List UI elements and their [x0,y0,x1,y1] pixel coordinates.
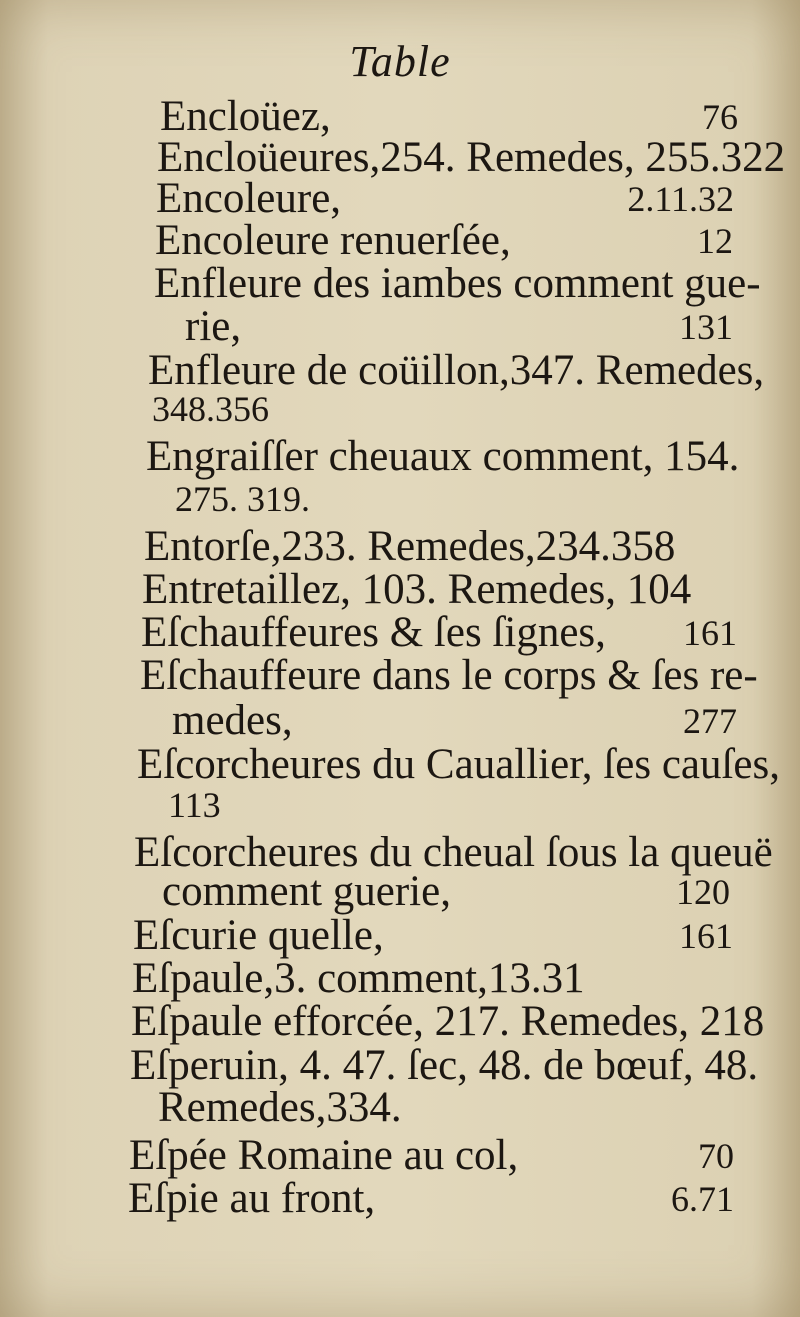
index-entry [168,780,368,830]
entry-text: Eſperuin, 4. 47. ſec, 48. de bœuf, 48. [130,1042,759,1089]
entry-text: Eſchauffeure dans le corps & ſes re- [140,652,758,699]
entry-text: Eſchauffeures & ſes ſignes, [141,609,606,656]
entry-text: Eſcurie quelle, [133,912,384,959]
entry-text: 348.356 [152,389,269,429]
entry-text: comment guerie, [162,868,451,915]
entry-text: Eſpie au front, [128,1175,376,1222]
entry-page: 161 [683,613,737,653]
entry-text: 113 [168,785,221,825]
entry-page: 2.11.32 [627,179,734,219]
index-entry [185,302,733,352]
entry-text: Encoleure renuerſée, [155,217,511,264]
entry-page: 277 [683,701,737,741]
entry-page: 120 [676,872,730,912]
index-entry [128,1174,734,1224]
index-entry [162,867,730,917]
entry-text: Eſpée Romaine au col, [129,1132,519,1179]
entry-text: Enfleure de coüillon,347. Remedes, [148,347,765,394]
entry-page: 70 [698,1136,734,1176]
entry-text: rie, [185,303,242,350]
entry-text: Entretaillez, 103. Remedes, 104 [142,566,692,613]
entry-text: Eſcorcheures du cheual ſous la queuë [134,829,773,876]
entry-page: 6.71 [671,1179,734,1219]
index-entry [152,384,452,434]
index-entry [131,997,765,1047]
entry-page: 12 [697,221,733,261]
entry-text: Remedes,334. [158,1084,402,1131]
index-entry [172,696,737,746]
entry-text: Eſpaule efforcée, 217. Remedes, 218 [131,998,765,1045]
entry-text: Encloüeures,254. Remedes, 255.322 [157,134,786,181]
index-entry [158,1083,558,1133]
entry-text: Encloüez, [160,93,331,140]
index-entry [175,474,475,524]
entry-text: Engraiſſer cheuaux comment, 154. [146,433,740,480]
entry-page: 76 [702,97,738,137]
entry-text: Entorſe,233. Remedes,234.358 [144,523,676,570]
entry-page: 131 [679,307,733,347]
entry-text: 275. 319. [175,479,310,519]
entry-text: Eſcorcheures du Cauallier, ſes cauſes, [137,741,781,788]
entry-page: 161 [679,916,733,956]
index-entry [140,651,758,701]
entry-text: Encoleure, [156,175,342,222]
entry-text: medes, [172,697,293,744]
entry-text: Eſpaule,3. comment,13.31 [132,955,585,1002]
entry-text: Enfleure des iambes comment gue- [154,260,761,307]
page-title: Table [349,37,451,86]
